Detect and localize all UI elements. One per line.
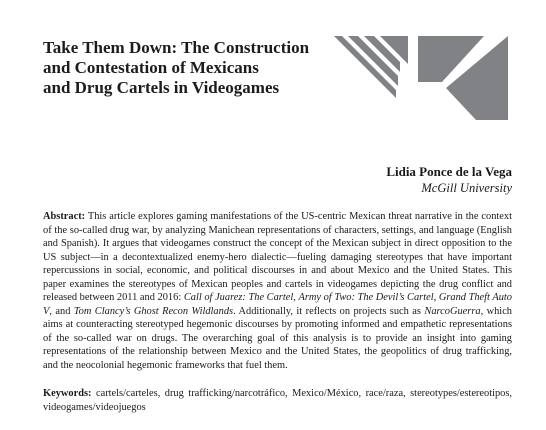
article-title [43,38,343,98]
title-line: and Drug Cartels in Videogames [43,78,280,97]
title-line: and Contestation of Mexicans [43,58,259,77]
title-line: Take Them Down: The Construction [43,38,310,57]
abstract-label: Abstract: [43,211,86,222]
separator-text: , and [49,305,74,317]
project-title: NarcoGuerra [424,305,481,317]
keywords-paragraph [43,387,512,414]
abstract-text: . Additionally, it reflects on projects such as [233,305,425,317]
author-affiliation: McGill University [421,181,512,195]
separator-text: , [433,292,439,303]
author-name: Lidia Ponce de la Vega [386,164,512,179]
game-title: Grand Theft Auto V [43,292,513,317]
game-title: Army of Two: The Devil’s Cartel [298,292,434,303]
abstract-paragraph [43,210,512,372]
game-title: Call of Juarez: The Cartel [183,292,294,303]
separator-text: , [293,292,299,303]
triangle-stripes-logo-icon [334,36,508,120]
abstract-text: This article explores gaming manifestations of the US-centric Mexican threat narrative in the context of the so-called drug war, by analyzing Manichean representations of characters, settings, and language (English and Spanish). It argues that videogames construct the concept of the Mexican subject in direct opposition to the US subject—in a decontextualized enemy-hero dialectic—fueling damaging stereotypes that have important repercussions in social, economic, and political discourses in and about Mexico and the United States. This paper examines the stereotypes of Mexican peoples and cartels in videogames depicting the drug conflict and released between 2011 and 2016: [43,211,512,303]
author-block [386,163,512,197]
abstract-text: , which aims at counteracting stereotyped hegemonic discourses by promoting informed and empathetic representations of the so-called war on drugs. The overarching goal of this analysis is to provide an insight into gaming representations of the relationship between Mexico and the United States, the geopolitics of drug trafficking, and the neocolonial hegemonic frameworks that fuel them. [43,305,513,371]
keywords-label: Keywords: [43,388,92,399]
game-title: Tom Clancy’s Ghost Recon Wildlands [73,305,234,317]
keywords-text: cartels/carteles, drug trafficking/narcotráfico, Mexico/México, race/raza, stereotypes/estereotipos, videogames/videojuegos [43,388,512,413]
